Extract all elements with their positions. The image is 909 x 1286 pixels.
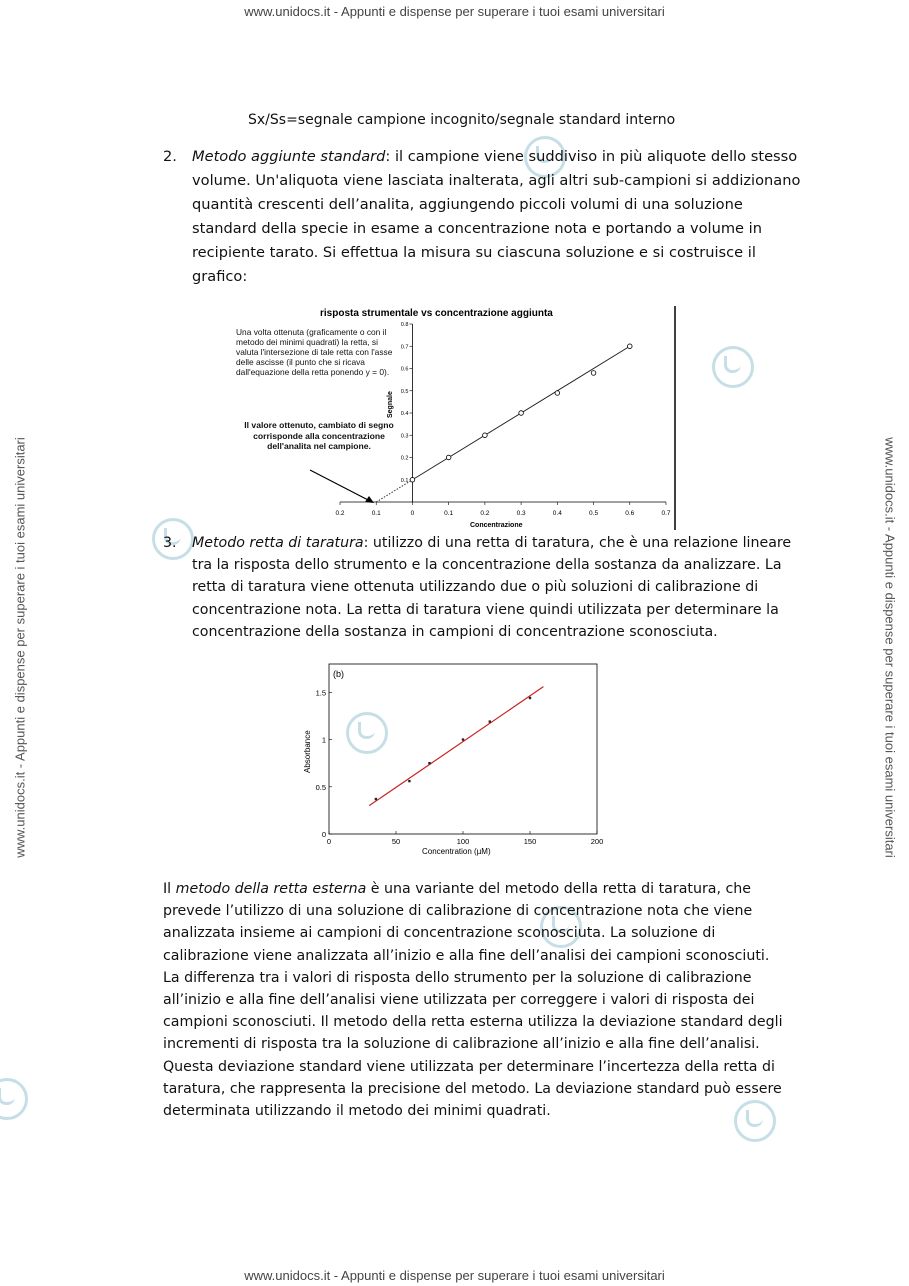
- list-text: [192, 532, 803, 643]
- x-tick-label: 0.1: [444, 510, 454, 517]
- data-point: [410, 477, 415, 482]
- data-point: [375, 798, 377, 800]
- x-tick-label: 0.6: [625, 510, 635, 517]
- plot-frame: [329, 664, 597, 834]
- data-point: [483, 433, 488, 438]
- x-tick-label: 200: [590, 837, 604, 846]
- y-axis-label: Segnale: [387, 391, 394, 418]
- data-point: [489, 720, 491, 722]
- y-axis-label: Absorbance: [303, 730, 312, 773]
- list-number: 2.: [163, 148, 177, 165]
- method-title: Metodo retta di taratura: [192, 535, 364, 551]
- data-point: [462, 738, 464, 740]
- data-point: [627, 344, 632, 349]
- retta-esterna-paragraph: [163, 878, 788, 1122]
- y-tick-label: 1.5: [315, 688, 326, 698]
- watermark-left: www.unidocs.it - Appunti e dispense per superare i tuoi esami universitari: [12, 437, 28, 858]
- y-tick-label: 0.3: [400, 433, 409, 440]
- chart-annotation-2: Il valore ottenuto, cambiato di segno corrisponde alla concentrazione dell'analita nel campione.: [244, 420, 394, 452]
- method-title: Metodo aggiunte standard: [192, 148, 386, 165]
- data-point: [428, 762, 430, 764]
- data-point: [555, 391, 560, 396]
- x-tick-label: 0.2: [480, 510, 490, 517]
- paragraph-text: è una variante del metodo della retta di taratura, che prevede l’utilizzo di una soluzione di calibrazione di concentrazione nota che viene analizzata insieme ai campioni di concentrazione sconosciuta. La soluzione di calibrazione viene analizzata all’inizio e alla fine dell’analisi dei campioni sconosciuti. La differenza tra i valori di risposta dello strumento per la soluzione di calibrazione all’inizio e alla fine dell’analisi viene utilizzata per correggere i valori di risposta dei campioni sconosciuti. Il metodo della retta esterna utilizza la deviazione standard degli incrementi di risposta tra la soluzione di calibrazione all’inizio e alla fine dell’analisi. Questa deviazione standard viene utilizzata per determinare l’incertezza della retta di taratura, che rappresenta la precisione del metodo. La deviazione standard può essere determinata utilizzando il metodo dei minimi quadrati.: [163, 881, 783, 1120]
- y-tick-label: 0.7: [400, 344, 409, 351]
- y-tick-label: 0.8: [400, 322, 409, 328]
- x-tick-label: 50: [391, 837, 401, 846]
- fit-line: [369, 687, 543, 806]
- x-tick-label: 0.3: [516, 510, 526, 517]
- y-tick-label: 0.2: [400, 455, 409, 462]
- calibration-curve-chart: [298, 660, 604, 860]
- x-tick-label: 0.4: [552, 510, 562, 517]
- x-tick-label: 0: [410, 510, 415, 517]
- x-tick-label: 0.7: [661, 510, 671, 517]
- list-item-2: [163, 145, 803, 289]
- watermark-top: www.unidocs.it - Appunti e dispense per superare i tuoi esami universitari: [244, 4, 665, 19]
- chart-title: risposta strumentale vs concentrazione aggiunta: [320, 308, 553, 319]
- x-tick-label: 0: [326, 837, 332, 846]
- standard-additions-chart: [232, 302, 680, 532]
- panel-label: (b): [333, 669, 344, 679]
- x-tick-label: 0.1: [371, 510, 381, 517]
- data-point: [591, 371, 596, 376]
- x-tick-label: 0.5: [589, 510, 599, 517]
- y-tick-label: 0.6: [400, 366, 409, 373]
- watermark-right: www.unidocs.it - Appunti e dispense per superare i tuoi esami universitari: [882, 437, 898, 858]
- data-point: [408, 780, 410, 782]
- watermark-logo-icon: [712, 346, 754, 388]
- x-tick-label: 0.2: [335, 510, 345, 517]
- x-axis-label: Concentration (µM): [422, 847, 491, 856]
- paragraph-prefix: Il: [163, 881, 176, 897]
- x-tick-label: 100: [456, 837, 470, 846]
- formula-line: Sx/Ss=segnale campione incognito/segnale standard interno: [248, 112, 676, 128]
- watermark-logo-icon: [0, 1078, 28, 1120]
- y-tick-label: 1: [321, 735, 326, 745]
- y-tick-label: 0.5: [400, 388, 409, 395]
- list-number: 3.: [163, 535, 177, 551]
- extrapolation-line: [376, 477, 412, 502]
- annotation-arrow: [310, 470, 370, 501]
- paragraph-title: metodo della retta esterna: [175, 881, 367, 897]
- data-point: [529, 697, 531, 699]
- method-description: : il campione viene suddiviso in più aliquote dello stesso volume. Un'aliquota viene lasciata inalterata, agli altri sub-campioni si addizionano quantità crescenti dell’analita, aggiungendo piccoli volumi di una soluzione standard della specie in esame a concentrazione nota e portando a volume in recipiente tarato. Si effettua la misura su ciascuna soluzione e si costruisce il grafico:: [192, 148, 801, 285]
- list-text: [192, 145, 803, 289]
- x-axis-label: Concentrazione: [470, 522, 523, 529]
- data-point: [519, 411, 524, 416]
- data-point: [446, 455, 451, 460]
- y-tick-label: 0.1: [400, 477, 409, 484]
- y-tick-label: 0: [321, 830, 326, 839]
- x-tick-label: 150: [523, 837, 537, 846]
- method-description: : utilizzo di una retta di taratura, che è una relazione lineare tra la risposta dello strumento e la concentrazione della sostanza da analizzare. La retta di taratura viene ottenuta utilizzando due o più soluzioni di calibrazione di concentrazione nota. La retta di taratura viene quindi utilizzata per determinare la concentrazione della sostanza in campioni di concentrazione sconosciuta.: [192, 535, 792, 640]
- y-tick-label: 0.5: [315, 782, 326, 792]
- y-tick-label: 0.4: [400, 411, 409, 417]
- chart-annotation-1: Una volta ottenuta (graficamente o con il metodo dei minimi quadrati) la retta, si valuta l'intersezione di tale retta con l'asse delle ascisse (il punto che si ricava dall'equazione della retta ponendo y = 0).: [236, 327, 393, 377]
- watermark-bottom: www.unidocs.it - Appunti e dispense per superare i tuoi esami universitari: [244, 1268, 665, 1283]
- list-item-3: [163, 532, 803, 643]
